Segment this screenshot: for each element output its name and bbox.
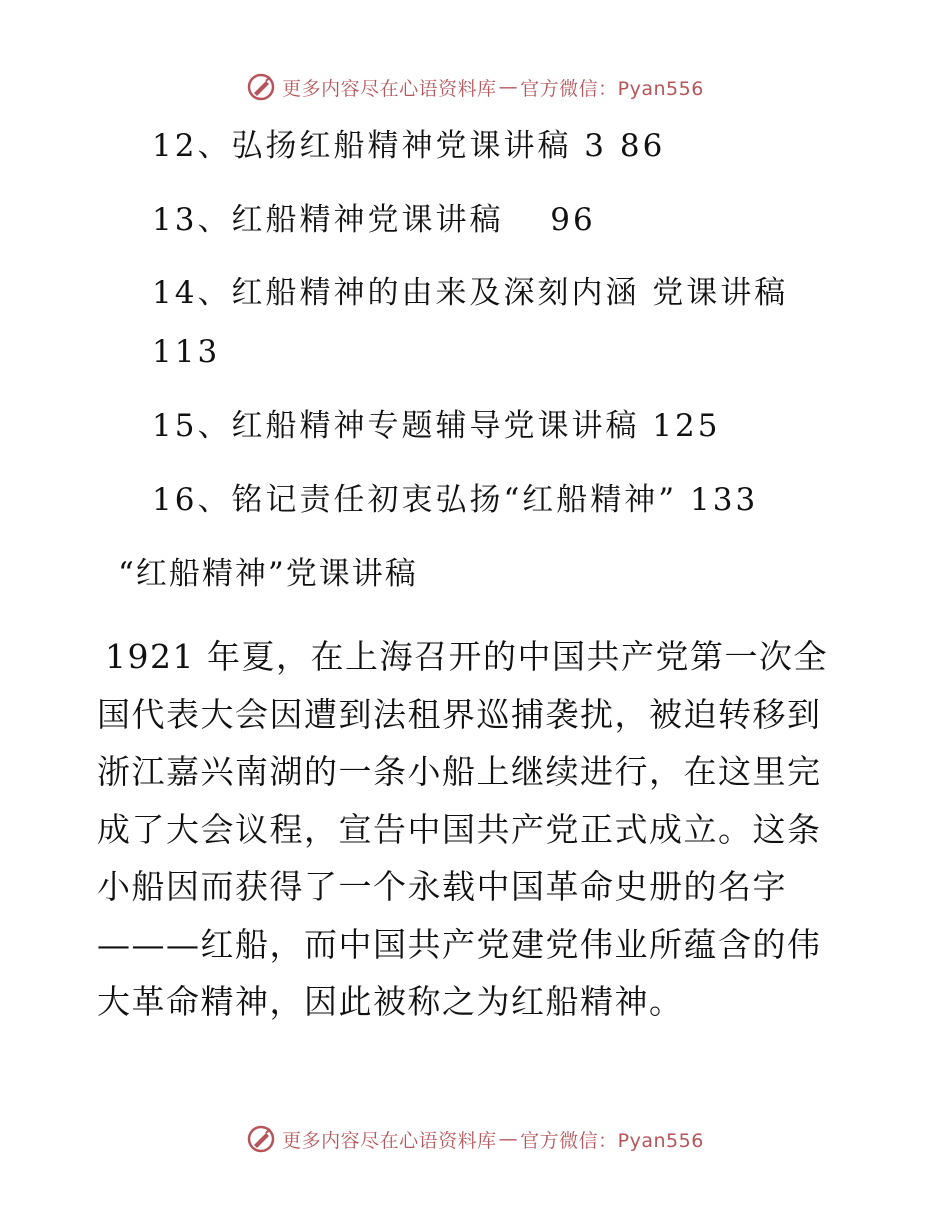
article-title: “红船精神”党课讲稿 bbox=[118, 556, 418, 592]
toc-item: 12、弘扬红船精神党课讲稿 3 86 bbox=[152, 128, 666, 164]
watermark-site: 更多内容尽在心语资料库 bbox=[282, 77, 497, 100]
footer-watermark bbox=[0, 1124, 950, 1154]
toc-item: 14、红船精神的由来及深刻内涵 党课讲稿 bbox=[152, 275, 789, 311]
watermark-separator: — bbox=[498, 76, 519, 98]
pen-logo-icon bbox=[246, 72, 276, 102]
watermark-site: 更多内容尽在心语资料库 bbox=[282, 1129, 497, 1152]
article-body: 1921 年夏，在上海召开的中国共产党第一次全国代表大会因遭到法租界巡捕袭扰，被迫转移到浙江嘉兴南湖的一条小船上继续进行，在这里完成了大会议程，宣告中国共产党正式成立。这条小船因而获得了一个永载中国革命史册的名字———红船，而中国共产党建党伟业所蕴含的伟大革命精神，因此被称之为红船精神。 bbox=[97, 637, 828, 1021]
toc-item: 13、红船精神党课讲稿 96 bbox=[152, 202, 596, 238]
watermark-separator: — bbox=[498, 1128, 519, 1150]
header-watermark bbox=[0, 72, 950, 102]
toc-item: 16、铭记责任初衷弘扬“红船精神” 133 bbox=[152, 482, 759, 518]
toc-item-page-number: 113 bbox=[152, 334, 221, 370]
toc-item: 15、红船精神专题辅导党课讲稿 125 bbox=[152, 408, 721, 444]
watermark-contact: 官方微信：Pyan556 bbox=[520, 77, 704, 100]
watermark-contact: 官方微信：Pyan556 bbox=[520, 1129, 704, 1152]
pen-logo-icon bbox=[246, 1124, 276, 1154]
